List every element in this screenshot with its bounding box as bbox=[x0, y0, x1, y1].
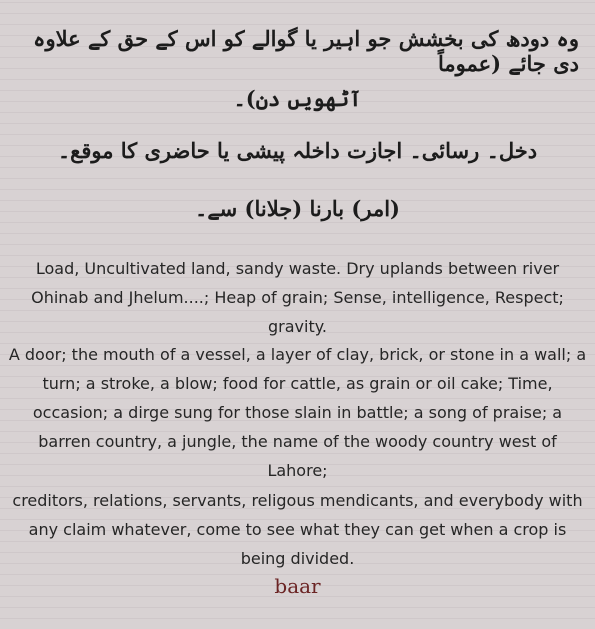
english-definition-2: A door; the mouth of a vessel, a layer of clay, brick, or stone in a wall; a turn; a stroke, a blow; food for cattle, as grain or oil cake; Time, occasion; a dirge sung for those slain in battle; a song of praise; a barren country, a jungle, the name of the woody country west of Lahore; bbox=[8, 345, 587, 480]
english-definition-3: creditors, relations, servants, religous mendicants, and everybody with any claim whatever, come to see what they can get when a crop is being divided. bbox=[12, 491, 583, 568]
urdu-definition-line-1: وہ دودھ کی بخشش جو اہیر یا گوالے کو اس کے حق کے علاوہ دی جائے (عموماً bbox=[33, 26, 579, 76]
urdu-definition-line-3: دخل۔ رسائی۔ اجازت داخلہ پیشی یا حاضری کا موقع۔ bbox=[57, 138, 538, 163]
headword: baar bbox=[274, 574, 321, 598]
urdu-definition-line-4: (امر) بارنا (جلانا) سے۔ bbox=[195, 196, 400, 221]
english-definition-1: Load, Uncultivated land, sandy waste. Dry uplands between river Ohinab and Jhelum....; Heap of grain; Sense, intelligence, Respect; gravity. bbox=[31, 259, 564, 336]
urdu-definition-line-2: آٹھویں دن)۔ bbox=[233, 86, 362, 111]
